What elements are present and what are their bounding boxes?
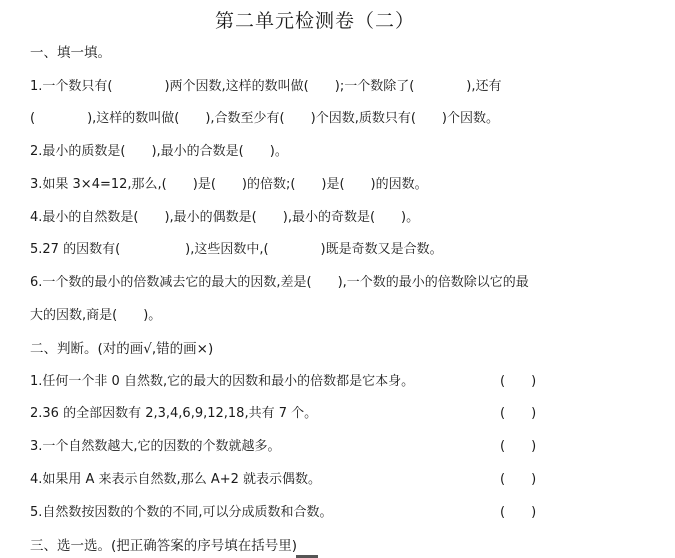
fill-line-1b: ( ),这样的数叫做( ),合数至少有( )个因数,质数只有( )个因数。	[30, 111, 499, 126]
judge-item-5: 5.自然数按因数的个数的不同,可以分成质数和合数。	[30, 505, 333, 520]
judge-answer-1: ( )	[500, 374, 537, 389]
judge-answer-5: ( )	[500, 505, 537, 520]
judge-item-3: 3.一个自然数越大,它的因数的个数就越多。	[30, 439, 281, 454]
fill-line-4: 4.最小的自然数是( ),最小的偶数是( ),最小的奇数是( )。	[30, 210, 420, 225]
judge-item-4: 4.如果用 A 来表示自然数,那么 A+2 就表示偶数。	[30, 472, 322, 487]
fill-line-6a: 6.一个数的最小的倍数减去它的最大的因数,差是( ),一个数的最小的倍数除以它的最	[30, 275, 529, 290]
judge-item-2: 2.36 的全部因数有 2,3,4,6,9,12,18,共有 7 个。	[30, 406, 318, 421]
judge-answer-3: ( )	[500, 439, 537, 454]
section-heading-choose: 三、选一选。(把正确答案的序号填在括号里)	[30, 538, 298, 554]
page-title: 第二单元检测卷（二）	[214, 10, 415, 32]
fill-line-1a: 1.一个数只有( )两个因数,这样的数叫做( );一个数除了( ),还有	[30, 79, 502, 94]
fill-line-6b: 大的因数,商是( )。	[30, 308, 162, 323]
fill-line-2: 2.最小的质数是( ),最小的合数是( )。	[30, 144, 288, 159]
section-heading-fill: 一、填一填。	[30, 45, 111, 61]
judge-answer-4: ( )	[500, 472, 537, 487]
judge-item-1: 1.任何一个非 0 自然数,它的最大的因数和最小的倍数都是它本身。	[30, 374, 415, 389]
fill-line-3: 3.如果 3×4=12,那么,( )是( )的倍数;( )是( )的因数。	[30, 177, 428, 192]
fill-line-5: 5.27 的因数有( ),这些因数中,( )既是奇数又是合数。	[30, 242, 443, 257]
section-heading-judge: 二、判断。(对的画√,错的画×)	[30, 341, 214, 357]
judge-answer-2: ( )	[500, 406, 537, 421]
